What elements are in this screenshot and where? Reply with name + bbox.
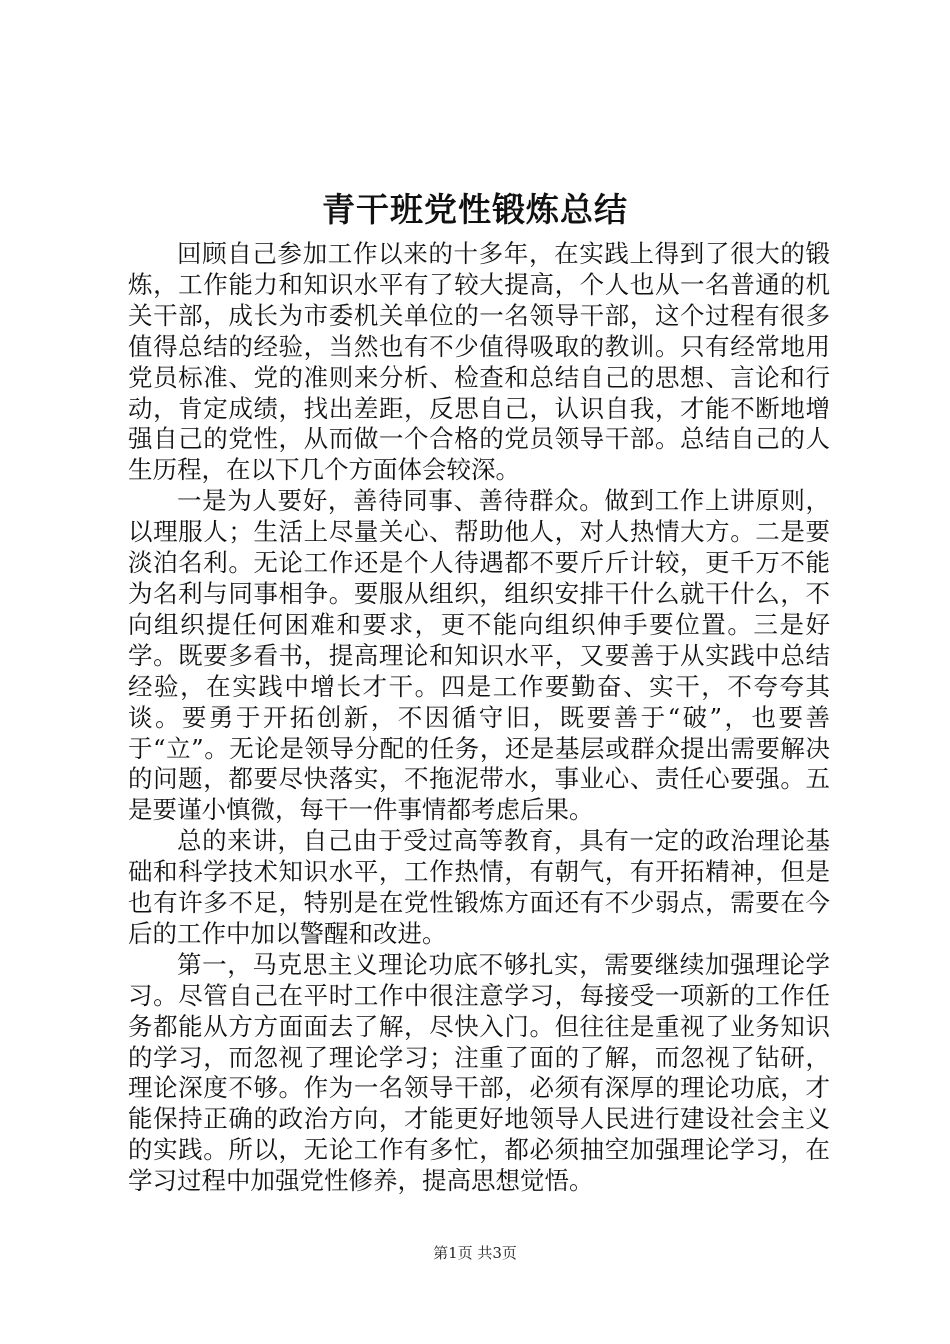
paragraph-first-point: 第一，马克思主义理论功底不够扎实，需要继续加强理论学习。尽管自己在平时工作中很注意学习，每接受一项新的工作任务都能从方方面面去了解，尽快入门。但往往是重视了业务知识的学习，而忽视了理论学习；注重了面的了解，而忽视了钻研，理论深度不够。作为一名领导干部，必须有深厚的理论功底，才能保持正确的政治方向，才能更好地领导人民进行建设社会主义的实践。所以，无论工作有多忙，都必须抽空加强理论学习，在学习过程中加强党性修养，提高思想觉悟。 xyxy=(128,949,830,1196)
document-title: 青干班党性锻炼总结 xyxy=(322,190,628,229)
document-body xyxy=(128,239,830,1197)
paragraph-principles: 一是为人要好，善待同事、善待群众。做到工作上讲原则，以理服人；生活上尽量关心、帮助他人，对人热情大方。二是要淡泊名利。无论工作还是个人待遇都不要斤斤计较，更千万不能为名利与同事相争。要服从组织，组织安排干什么就干什么，不向组织提任何困难和要求，更不能向组织伸手要位置。三是好学。既要多看书，提高理论和知识水平，又要善于从实践中总结经验，在实践中增长才干。四是工作要勤奋、实干，不夸夸其谈。要勇于开拓创新，不因循守旧，既要善于“破”，也要善于“立”。无论是领导分配的任务，还是基层或群众提出需要解决的问题，都要尽快落实，不拖泥带水，事业心、责任心要强。五是要谨小慎微，每干一件事情都考虑后果。 xyxy=(128,486,830,825)
page-footer: 第1页 共3页 xyxy=(433,1244,517,1262)
paragraph-intro: 回顾自己参加工作以来的十多年，在实践上得到了很大的锻炼，工作能力和知识水平有了较大提高，个人也从一名普通的机关干部，成长为市委机关单位的一名领导干部，这个过程有很多值得总结的经验，当然也有不少值得吸取的教训。只有经常地用党员标准、党的准则来分析、检查和总结自己的思想、言论和行动，肯定成绩，找出差距，反思自己，认识自我，才能不断地增强自己的党性，从而做一个合格的党员领导干部。总结自己的人生历程，在以下几个方面体会较深。 xyxy=(128,239,830,485)
paragraph-overall: 总的来讲，自己由于受过高等教育，具有一定的政治理论基础和科学技术知识水平，工作热情，有朝气，有开拓精神，但是也有许多不足，特别是在党性锻炼方面还有不少弱点，需要在今后的工作中加以警醒和改进。 xyxy=(128,826,830,948)
